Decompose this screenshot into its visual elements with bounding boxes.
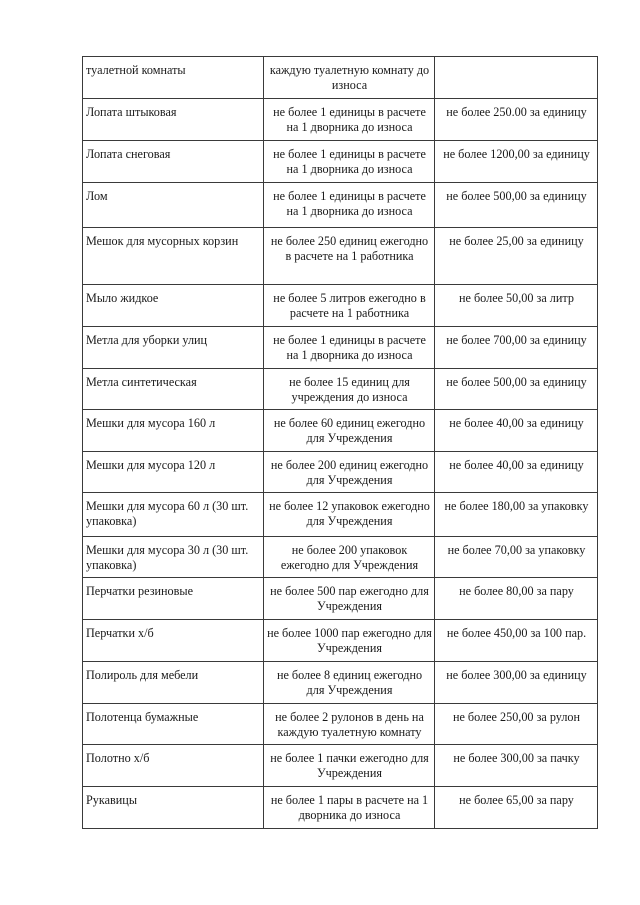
item-name-cell: Мешки для мусора 60 л (30 шт. упаковка)	[83, 493, 264, 537]
item-price-cell: не более 65,00 за пару	[435, 787, 598, 829]
table-row	[83, 410, 598, 452]
item-quantity-cell: не более 500 пар ежегодно для Учреждения	[264, 578, 435, 620]
item-name-cell: Перчатки резиновые	[83, 578, 264, 620]
table-row	[83, 228, 598, 285]
item-quantity-cell: не более 1 единицы в расчете на 1 дворника до износа	[264, 327, 435, 369]
item-quantity-cell: не более 8 единиц ежегодно для Учреждения	[264, 662, 435, 704]
item-price-cell: не более 70,00 за упаковку	[435, 537, 598, 578]
item-quantity-cell: не более 15 единиц для учреждения до износа	[264, 369, 435, 410]
table-row	[83, 578, 598, 620]
item-quantity-cell: не более 2 рулонов в день на каждую туалетную комнату	[264, 704, 435, 745]
item-price-cell: не более 500,00 за единицу	[435, 183, 598, 228]
table-row	[83, 537, 598, 578]
item-quantity-cell: не более 1 пары в расчете на 1 дворника до износа	[264, 787, 435, 829]
item-price-cell: не более 1200,00 за единицу	[435, 141, 598, 183]
item-quantity-cell: не более 1000 пар ежегодно для Учреждения	[264, 620, 435, 662]
item-name-cell: Рукавицы	[83, 787, 264, 829]
item-quantity-cell: не более 200 единиц ежегодно для Учреждения	[264, 452, 435, 493]
item-quantity-cell: не более 200 упаковок ежегодно для Учреждения	[264, 537, 435, 578]
item-name-cell: Перчатки х/б	[83, 620, 264, 662]
item-quantity-cell: не более 60 единиц ежегодно для Учреждения	[264, 410, 435, 452]
table-row	[83, 662, 598, 704]
table-row	[83, 141, 598, 183]
item-name-cell: Полотно х/б	[83, 745, 264, 787]
table-row	[83, 327, 598, 369]
table-row	[83, 452, 598, 493]
item-price-cell	[435, 57, 598, 99]
table-row	[83, 704, 598, 745]
table-row	[83, 285, 598, 327]
item-name-cell: Мешки для мусора 30 л (30 шт. упаковка)	[83, 537, 264, 578]
item-quantity-cell: не более 1 единицы в расчете на 1 дворника до износа	[264, 183, 435, 228]
item-name-cell: Лом	[83, 183, 264, 228]
item-quantity-cell: не более 1 пачки ежегодно для Учреждения	[264, 745, 435, 787]
item-price-cell: не более 700,00 за единицу	[435, 327, 598, 369]
item-name-cell: Лопата штыковая	[83, 99, 264, 141]
item-quantity-cell: каждую туалетную комнату до износа	[264, 57, 435, 99]
item-price-cell: не более 80,00 за пару	[435, 578, 598, 620]
item-price-cell: не более 300,00 за пачку	[435, 745, 598, 787]
table-row	[83, 745, 598, 787]
item-price-cell: не более 250.00 за единицу	[435, 99, 598, 141]
item-quantity-cell: не более 1 единицы в расчете на 1 дворника до износа	[264, 141, 435, 183]
item-price-cell: не более 180,00 за упаковку	[435, 493, 598, 537]
item-price-cell: не более 25,00 за единицу	[435, 228, 598, 285]
item-name-cell: Лопата снеговая	[83, 141, 264, 183]
item-name-cell: Полотенца бумажные	[83, 704, 264, 745]
item-quantity-cell: не более 1 единицы в расчете на 1 дворника до износа	[264, 99, 435, 141]
item-price-cell: не более 500,00 за единицу	[435, 369, 598, 410]
item-price-cell: не более 450,00 за 100 пар.	[435, 620, 598, 662]
item-quantity-cell: не более 250 единиц ежегодно в расчете на 1 работника	[264, 228, 435, 285]
item-name-cell: Мешки для мусора 120 л	[83, 452, 264, 493]
item-name-cell: Мыло жидкое	[83, 285, 264, 327]
item-name-cell: Полироль для мебели	[83, 662, 264, 704]
table-row	[83, 183, 598, 228]
item-quantity-cell: не более 12 упаковок ежегодно для Учреждения	[264, 493, 435, 537]
item-name-cell: Мешки для мусора 160 л	[83, 410, 264, 452]
item-price-cell: не более 300,00 за единицу	[435, 662, 598, 704]
norms-table-body	[83, 57, 598, 829]
table-row	[83, 57, 598, 99]
item-name-cell: Метла синтетическая	[83, 369, 264, 410]
table-row	[83, 369, 598, 410]
item-price-cell: не более 250,00 за рулон	[435, 704, 598, 745]
item-quantity-cell: не более 5 литров ежегодно в расчете на 1 работника	[264, 285, 435, 327]
item-price-cell: не более 50,00 за литр	[435, 285, 598, 327]
table-row	[83, 787, 598, 829]
table-row	[83, 620, 598, 662]
table-row	[83, 99, 598, 141]
item-price-cell: не более 40,00 за единицу	[435, 452, 598, 493]
item-name-cell: туалетной комнаты	[83, 57, 264, 99]
norms-table	[82, 56, 598, 829]
item-name-cell: Мешок для мусорных корзин	[83, 228, 264, 285]
item-name-cell: Метла для уборки улиц	[83, 327, 264, 369]
item-price-cell: не более 40,00 за единицу	[435, 410, 598, 452]
table-row	[83, 493, 598, 537]
